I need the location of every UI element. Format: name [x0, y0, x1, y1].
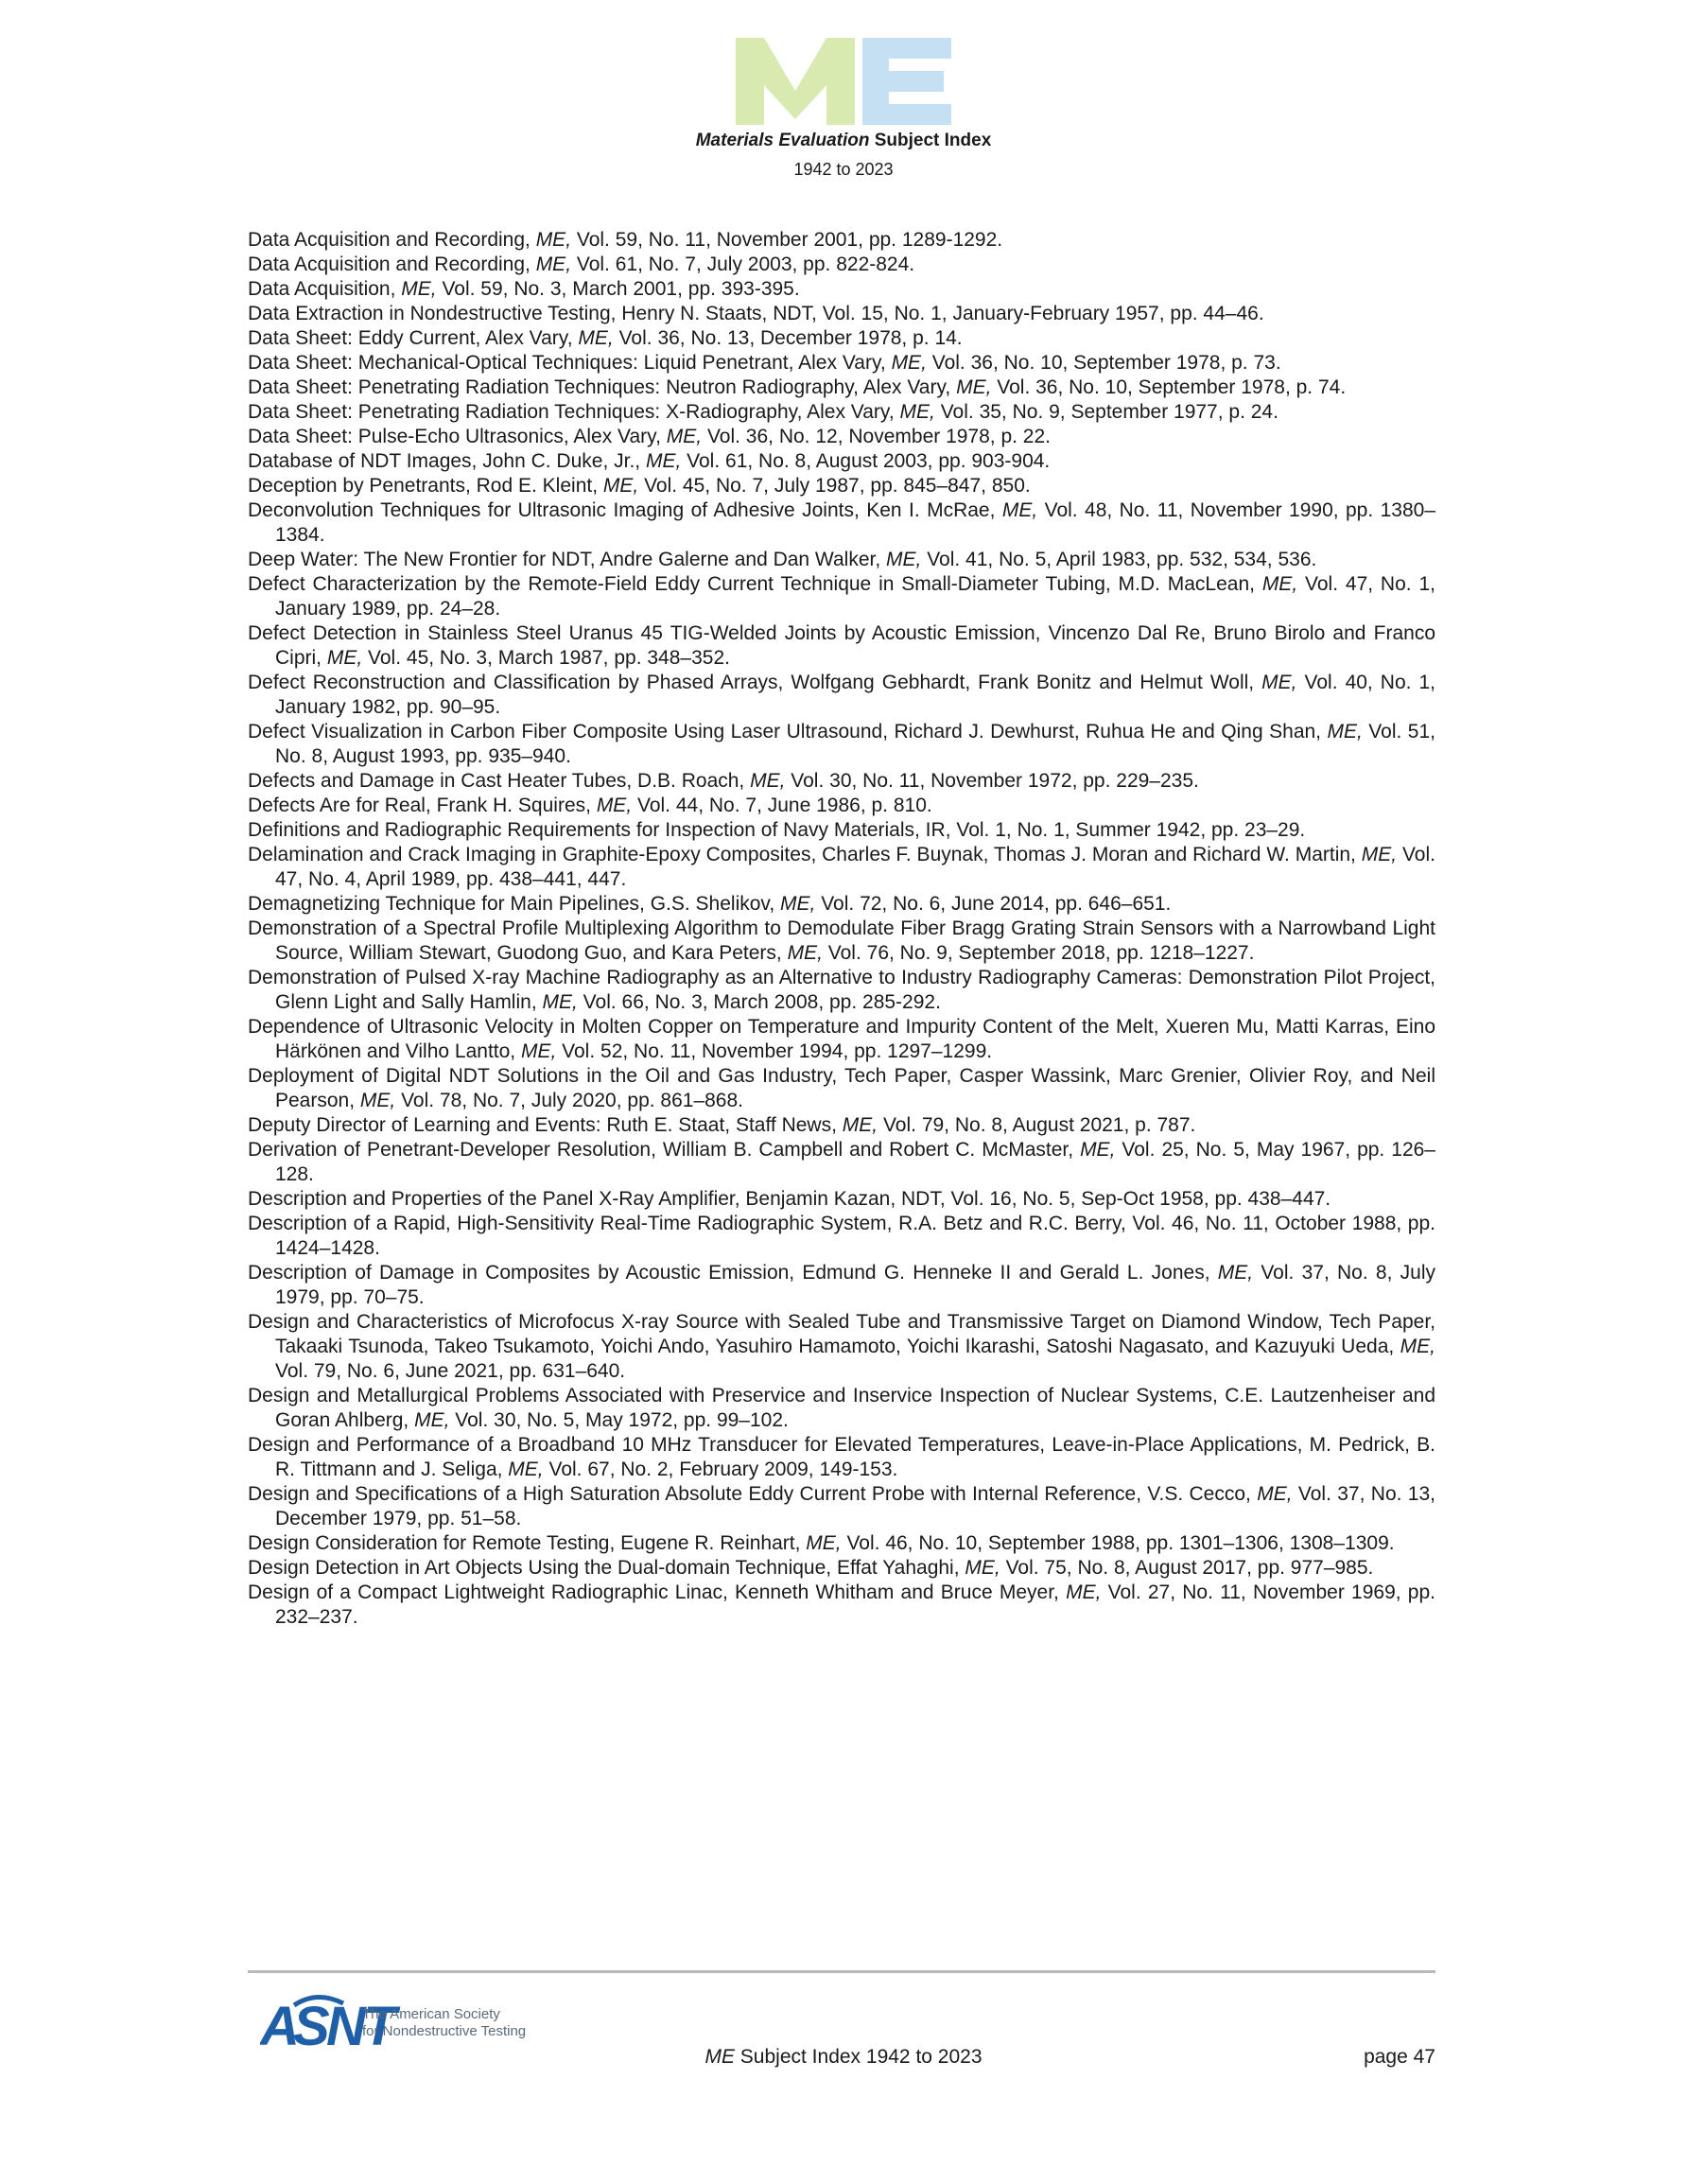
entry-title-authors: Data Sheet: Penetrating Radiation Techniques: Neutron Radiography, Alex Vary, [248, 376, 957, 398]
entry-journal: ME, [780, 893, 816, 915]
index-entry [248, 671, 1435, 720]
entry-citation: Vol. 76, No. 9, September 2018, pp. 1218–1227. [822, 942, 1255, 964]
entry-title-authors: Defects Are for Real, Frank H. Squires, [248, 795, 597, 816]
entry-journal: ME, [886, 549, 922, 570]
entry-citation: Vol. 48, No. 11, November 1990, pp. 1380–1384. [275, 499, 1435, 546]
index-entry [248, 449, 1435, 474]
index-entry [248, 302, 1435, 326]
entry-title-authors: Database of NDT Images, John C. Duke, Jr., [248, 450, 646, 472]
entry-citation: Vol. 36, No. 13, December 1978, p. 14. [613, 327, 963, 349]
entry-title-authors: Data Sheet: Eddy Current, Alex Vary, [248, 327, 579, 349]
entry-journal: ME, [666, 426, 703, 447]
entry-title-authors: Defect Characterization by the Remote-Field Eddy Current Technique in Small-Diameter Tubing, M.D. MacLean, [248, 573, 1262, 595]
entry-citation: Vol. 37, No. 8, July 1979, pp. 70–75. [275, 1262, 1436, 1308]
footer-rest: Subject Index 1942 to 2023 [734, 2046, 983, 2068]
entry-citation: Vol. 46, No. 10, September 1988, pp. 1301–1306, 1308–1309. [841, 1532, 1395, 1554]
entry-citation: Vol. 47, No. 1, January 1989, pp. 24–28. [275, 573, 1435, 620]
entry-citation: Vol. 44, No. 7, June 1986, p. 810. [632, 795, 932, 816]
index-entry [248, 277, 1435, 302]
entry-title-authors: Design and Characteristics of Microfocus X-ray Source with Sealed Tube and Transmissive Target on Diamond Window, Tech Paper, Takaaki Tsunoda, Takeo Tsukamoto, Yoichi Ando, Yasuhiro Hamamoto, Yoichi Ikarashi, Satoshi Nagasato, and Kazuyuki Ueda, [248, 1311, 1435, 1357]
entry-citation: Vol. 27, No. 11, November 1969, pp. 232–237. [275, 1581, 1435, 1628]
index-title [0, 131, 1687, 151]
entry-citation: Vol. 41, No. 5, April 1983, pp. 532, 534, 536. [921, 549, 1317, 570]
svg-text:A: A [260, 1996, 297, 2057]
entry-journal: ME, [891, 352, 927, 374]
me-logo-icon [736, 36, 951, 127]
entry-citation: Vol. 36, No. 12, November 1978, p. 22. [702, 426, 1052, 447]
entry-title-authors: Delamination and Crack Imaging in Graphite-Epoxy Composites, Charles F. Buynak, Thomas J. Moran and Richard W. Martin, [248, 844, 1362, 865]
index-entry [248, 326, 1435, 351]
index-entry [248, 843, 1435, 892]
entry-citation: Vol. 36, No. 10, September 1978, p. 73. [926, 352, 1281, 374]
index-entry [248, 1212, 1435, 1261]
entry-journal: ME, [359, 1090, 396, 1111]
entry-citation: Vol. 40, No. 1, January 1982, pp. 90–95. [275, 672, 1435, 718]
entry-journal: ME, [842, 1114, 878, 1136]
page-header [0, 36, 1687, 180]
index-entry [248, 1015, 1435, 1064]
entry-title-authors: Description and Properties of the Panel X-Ray Amplifier, Benjamin Kazan, NDT, Vol. 16, No. 5, Sep-Oct 1958, pp. 438–447. [248, 1188, 1331, 1210]
entry-citation: Vol. 75, No. 8, August 2017, pp. 977–985. [1000, 1557, 1374, 1579]
entry-journal: ME, [645, 450, 682, 472]
entry-title-authors: Design and Metallurgical Problems Associated with Preservice and Inservice Inspection of Nuclear Systems, C.E. Lautzenheiser and Goran Ahlberg, [248, 1385, 1435, 1431]
entry-citation: Vol. 79, No. 8, August 2021, p. 787. [878, 1114, 1196, 1136]
index-entry [248, 1261, 1435, 1310]
footer-journal: ME [704, 2046, 735, 2068]
logo-letter-e [862, 38, 951, 125]
index-entry [248, 1187, 1435, 1212]
index-entry [248, 228, 1435, 253]
entry-journal: ME, [535, 229, 572, 251]
entry-title-authors: Demonstration of a Spectral Profile Multiplexing Algorithm to Demodulate Fiber Bragg Grating Strain Sensors with a Narrowband Light Source, William Stewart, Guodong Guo, and Kara Peters, [248, 917, 1435, 964]
index-title-rest: Subject Index [869, 131, 992, 150]
index-entry [248, 1482, 1435, 1531]
entry-title-authors: Data Sheet: Pulse-Echo Ultrasonics, Alex Vary, [248, 426, 667, 447]
entry-journal: ME, [326, 647, 363, 669]
entry-journal: ME, [806, 1532, 842, 1554]
entry-title-authors: Defect Reconstruction and Classification by Phased Arrays, Wolfgang Gebhardt, Frank Bonitz and Helmut Woll, [248, 672, 1262, 693]
index-entry [248, 794, 1435, 818]
index-entry [248, 892, 1435, 917]
entry-journal: ME, [578, 327, 614, 349]
entry-journal: ME, [602, 475, 639, 497]
entry-title-authors: Description of Damage in Composites by Acoustic Emission, Edmund G. Henneke II and Gerald L. Jones, [248, 1262, 1218, 1284]
entry-journal: ME, [535, 253, 572, 275]
entry-citation: Vol. 66, No. 3, March 2008, pp. 285-292. [577, 991, 941, 1013]
entry-journal: ME, [1361, 844, 1398, 865]
entry-citation: Vol. 79, No. 6, June 2021, pp. 631–640. [275, 1360, 626, 1382]
entry-citation: Vol. 35, No. 9, September 1977, p. 24. [934, 401, 1278, 423]
index-entry [248, 1581, 1435, 1630]
entry-journal: ME, [1001, 499, 1038, 521]
entry-title-authors: Deep Water: The New Frontier for NDT, Andre Galerne and Dan Walker, [248, 549, 887, 570]
entry-citation: Vol. 30, No. 11, November 1972, pp. 229–235. [785, 770, 1199, 792]
index-entry [248, 498, 1435, 548]
entry-journal: ME, [508, 1459, 544, 1480]
entry-journal: ME, [750, 770, 786, 792]
entry-citation: Vol. 59, No. 3, March 2001, pp. 393-395. [436, 278, 800, 300]
entry-journal: ME, [414, 1409, 450, 1431]
entry-citation: Vol. 37, No. 13, December 1979, pp. 51–58. [275, 1483, 1435, 1529]
index-entry [248, 548, 1435, 572]
entry-citation: Vol. 67, No. 2, February 2009, 149-153. [543, 1459, 898, 1480]
entry-title-authors: Data Acquisition and Recording, [248, 253, 536, 275]
entry-citation: Vol. 25, No. 5, May 1967, pp. 126–128. [275, 1139, 1435, 1185]
index-entry [248, 917, 1435, 966]
page-number: page 47 [1364, 2046, 1435, 2068]
entry-title-authors: Defect Visualization in Carbon Fiber Composite Using Laser Ultrasound, Richard J. Dewhurst, Ruhua He and Qing Shan, [248, 721, 1328, 743]
index-entry [248, 474, 1435, 498]
index-entry [248, 1138, 1435, 1187]
index-entry [248, 1433, 1435, 1482]
entry-title-authors: Data Sheet: Mechanical-Optical Techniques: Liquid Penetrant, Alex Vary, [248, 352, 892, 374]
asnt-line-1: The American Society [362, 2006, 500, 2022]
entry-citation: Vol. 72, No. 6, June 2014, pp. 646–651. [815, 893, 1172, 915]
index-entry [248, 425, 1435, 449]
entry-title-authors: Defects and Damage in Cast Heater Tubes, D.B. Roach, [248, 770, 751, 792]
index-entry [248, 966, 1435, 1015]
entry-title-authors: Design and Specifications of a High Saturation Absolute Eddy Current Probe with Internal Reference, V.S. Cecco, [248, 1483, 1258, 1505]
footer-divider [248, 1970, 1435, 1973]
entry-citation: Vol. 59, No. 11, November 2001, pp. 1289-1292. [571, 229, 1003, 251]
entry-citation: Vol. 61, No. 8, August 2003, pp. 903-904. [681, 450, 1051, 472]
entry-title-authors: Data Acquisition, [248, 278, 402, 300]
entry-journal: ME, [965, 1557, 1000, 1579]
index-entry-list [248, 228, 1435, 1630]
index-entry [248, 1384, 1435, 1433]
entry-title-authors: Derivation of Penetrant-Developer Resolution, William B. Campbell and Robert C. McMaster, [248, 1139, 1081, 1161]
entry-journal: ME, [1327, 721, 1363, 743]
entry-citation: Vol. 45, No. 7, July 1987, pp. 845–847, 850. [638, 475, 1031, 497]
asnt-line-2: for Nondestructive Testing [362, 2023, 527, 2039]
index-years: 1942 to 2023 [793, 160, 894, 179]
entry-journal: ME, [1261, 672, 1297, 693]
entry-title-authors: Dependence of Ultrasonic Velocity in Molten Copper on Temperature and Impurity Content of the Melt, Xueren Mu, Matti Karras, Eino Härkönen and Vilho Lantto, [248, 1016, 1435, 1062]
entry-title-authors: Deception by Penetrants, Rod E. Kleint, [248, 475, 603, 497]
entry-journal: ME, [1400, 1336, 1435, 1357]
entry-title-authors: Data Acquisition and Recording, [248, 229, 536, 251]
entry-title-authors: Demagnetizing Technique for Main Pipelines, G.S. Shelikov, [248, 893, 781, 915]
entry-citation: Vol. 45, No. 3, March 1987, pp. 348–352. [362, 647, 730, 669]
index-entry [248, 1113, 1435, 1138]
entry-title-authors: Design of a Compact Lightweight Radiographic Linac, Kenneth Whitham and Bruce Meyer, [248, 1581, 1067, 1603]
entry-citation: Vol. 51, No. 8, August 1993, pp. 935–940. [275, 721, 1435, 767]
entry-citation: Vol. 30, No. 5, May 1972, pp. 99–102. [449, 1409, 789, 1431]
index-entry [248, 400, 1435, 425]
entry-journal: ME, [1261, 573, 1298, 595]
entry-journal: ME, [1066, 1581, 1102, 1603]
entry-title-authors: Deconvolution Techniques for Ultrasonic Imaging of Adhesive Joints, Ken I. McRae, [248, 499, 1002, 521]
index-title-journal: Materials Evaluation [695, 131, 870, 150]
entry-journal: ME, [956, 376, 992, 398]
entry-title-authors: Design Consideration for Remote Testing, Eugene R. Reinhart, [248, 1532, 807, 1554]
logo-letter-m [736, 38, 855, 125]
entry-citation: Vol. 61, No. 7, July 2003, pp. 822-824. [571, 253, 915, 275]
entry-title-authors: Definitions and Radiographic Requirements for Inspection of Navy Materials, IR, Vol. 1, No. 1, Summer 1942, pp. 23–29. [248, 819, 1306, 841]
index-entry [248, 1556, 1435, 1581]
entry-title-authors: Deputy Director of Learning and Events: Ruth E. Staat, Staff News, [248, 1114, 843, 1136]
index-entry [248, 769, 1435, 794]
entry-title-authors: Defect Detection in Stainless Steel Uranus 45 TIG-Welded Joints by Acoustic Emission, Vincenzo Dal Re, Bruno Birolo and Franco Cipri, [248, 622, 1435, 669]
entry-journal: ME, [596, 795, 633, 816]
entry-title-authors: Data Extraction in Nondestructive Testing, Henry N. Staats, NDT, Vol. 15, No. 1, January-February 1957, pp. 44–46. [248, 303, 1264, 324]
entry-citation: Vol. 52, No. 11, November 1994, pp. 1297–1299. [556, 1040, 993, 1062]
index-entry [248, 376, 1435, 400]
index-entry [248, 818, 1435, 843]
index-entry [248, 621, 1435, 671]
entry-journal: ME, [1080, 1139, 1116, 1161]
entry-title-authors: Design and Performance of a Broadband 10 MHz Transducer for Elevated Temperatures, Leave-in-Place Applications, M. Pedrick, B. R. Tittmann and J. Seliga, [248, 1434, 1435, 1480]
entry-journal: ME, [520, 1040, 557, 1062]
index-entry [248, 351, 1435, 376]
index-entry [248, 1531, 1435, 1556]
index-entry [248, 1310, 1435, 1384]
index-entry [248, 572, 1435, 621]
entry-title-authors: Description of a Rapid, High-Sensitivity Real-Time Radiographic System, R.A. Betz and R.C. Berry, Vol. 46, No. 11, October 1988, pp. 1424–1428. [248, 1213, 1435, 1259]
entry-journal: ME, [787, 942, 823, 964]
index-entry [248, 253, 1435, 277]
index-entry [248, 720, 1435, 769]
entry-journal: ME, [899, 401, 935, 423]
entry-citation: Vol. 78, No. 7, July 2020, pp. 861–868. [395, 1090, 744, 1111]
entry-title-authors: Deployment of Digital NDT Solutions in the Oil and Gas Industry, Tech Paper, Casper Wassink, Marc Grenier, Olivier Roy, and Neil Pearson, [248, 1065, 1435, 1111]
entry-citation: Vol. 36, No. 10, September 1978, p. 74. [991, 376, 1347, 398]
entry-journal: ME, [542, 991, 578, 1013]
entry-journal: ME, [401, 278, 437, 300]
entry-journal: ME, [1217, 1262, 1254, 1284]
svg-text:S: S [293, 1996, 327, 2057]
svg-text:NT: NT [326, 1996, 394, 2057]
entry-citation: Vol. 47, No. 4, April 1989, pp. 438–441, 447. [275, 844, 1435, 890]
entry-journal: ME, [1257, 1483, 1293, 1505]
entry-title-authors: Design Detection in Art Objects Using the Dual-domain Technique, Effat Yahaghi, [248, 1557, 965, 1579]
entry-title-authors: Demonstration of Pulsed X-ray Machine Radiography as an Alternative to Industry Radiography Cameras: Demonstration Pilot Project, Glenn Light and Sally Hamlin, [248, 967, 1435, 1013]
index-entry [248, 1064, 1435, 1113]
entry-title-authors: Data Sheet: Penetrating Radiation Techniques: X-Radiography, Alex Vary, [248, 401, 900, 423]
